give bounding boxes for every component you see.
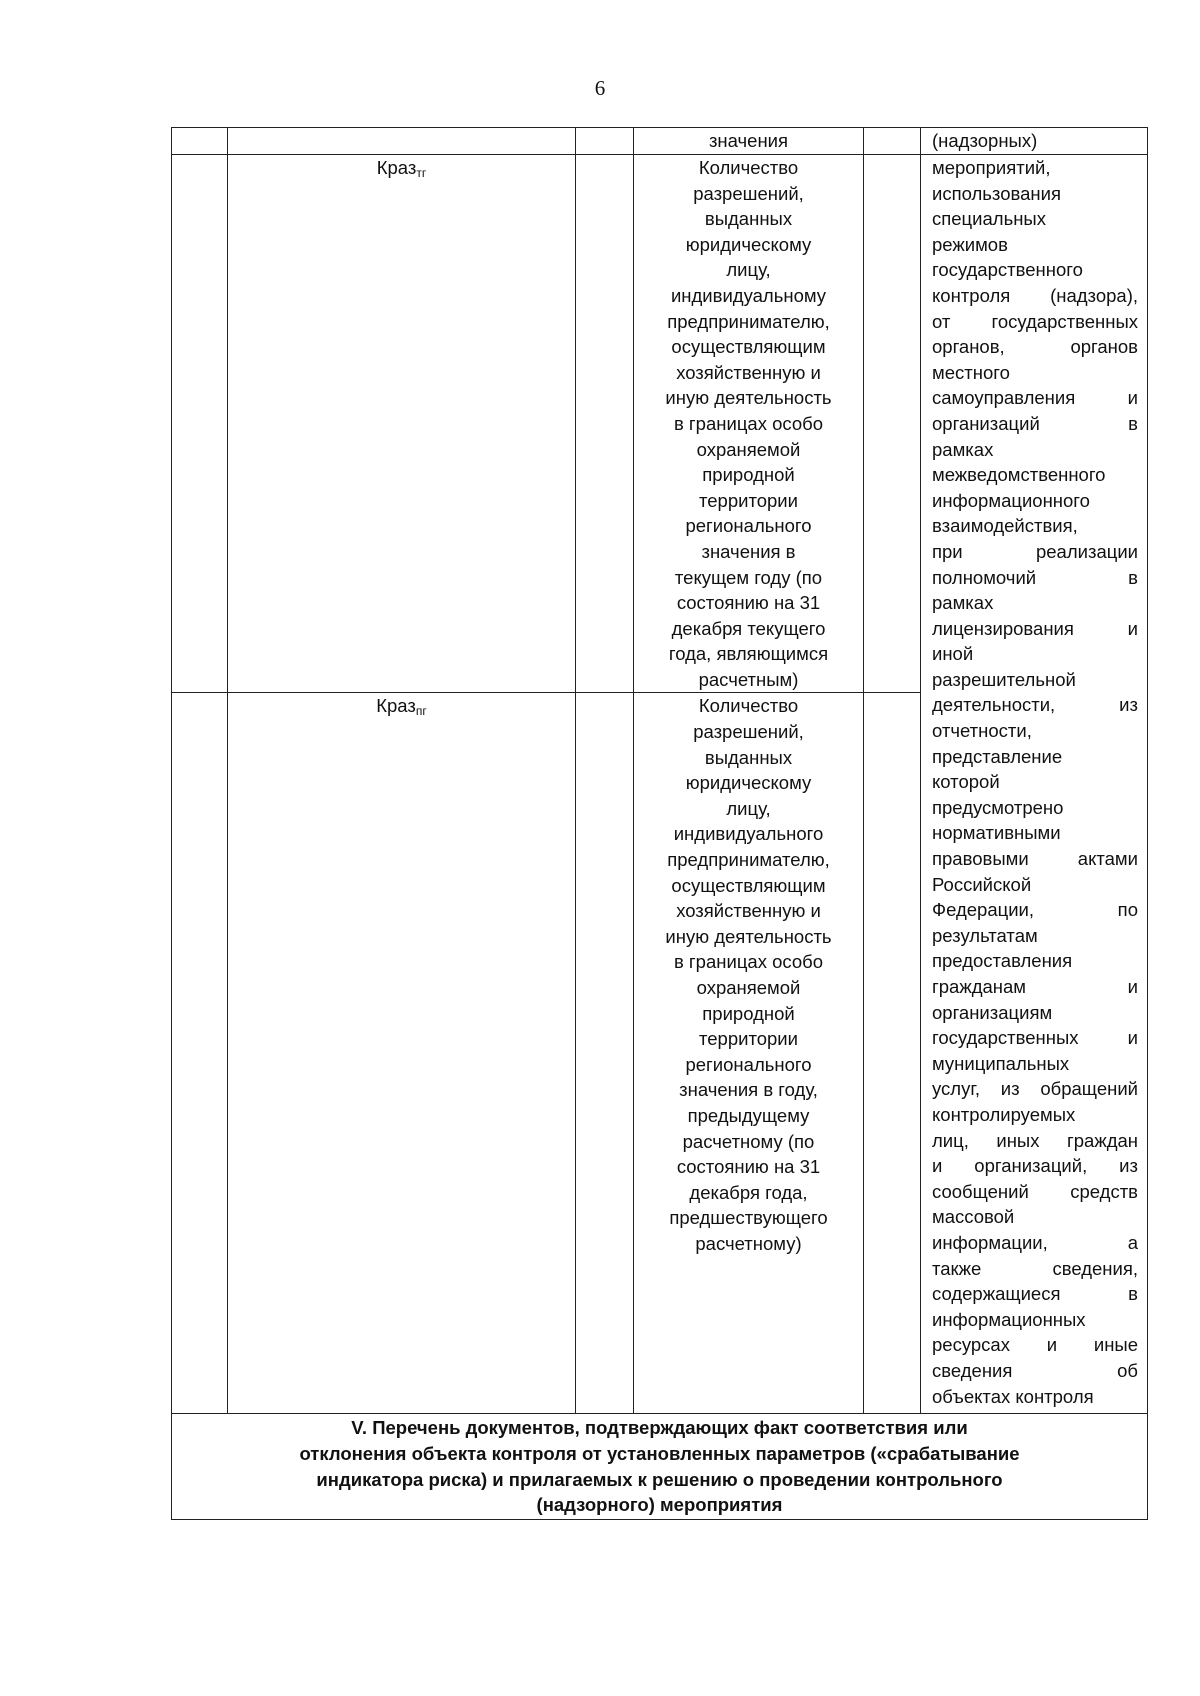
text-line: организациям <box>932 1001 1053 1023</box>
text-line: от государственных <box>932 310 1138 332</box>
text-line: состоянию на 31 <box>676 592 821 614</box>
text-line: территории <box>699 489 798 511</box>
text-line: массовой <box>932 1206 1015 1228</box>
text-line: юридическому <box>685 772 812 794</box>
text-line: режимов <box>932 233 1008 255</box>
text-line: услуг, из обращений <box>932 1078 1138 1100</box>
text-line: регионального <box>685 1053 812 1075</box>
text-line: гражданам и <box>932 976 1138 997</box>
text-line: лицу, <box>726 797 771 819</box>
text-line: лиц, иных граждан <box>932 1129 1138 1151</box>
table-cell <box>172 693 228 1414</box>
table-row <box>172 128 1148 155</box>
text-line: хозяйственную и <box>676 900 821 922</box>
text-line: осуществляющим <box>671 336 826 358</box>
text-line: лицу, <box>726 259 771 281</box>
text-line: объектах контроля <box>932 1385 1094 1407</box>
table-cell <box>864 155 921 693</box>
text-line: предпринимателю, <box>667 310 830 332</box>
text-line: специальных <box>932 208 1046 230</box>
table-cell <box>576 128 634 155</box>
text-line: индикатора риска) и прилагаемых к решению о проведении контрольного <box>316 1468 1003 1490</box>
source-text: (надзорных) <box>932 130 1038 151</box>
text-line: выданных <box>704 746 793 768</box>
source-cell <box>921 128 1148 155</box>
section-heading <box>172 1414 1148 1519</box>
text-line: декабря текущего <box>671 617 826 639</box>
table-cell <box>228 128 576 155</box>
indicator-description-cell <box>634 693 864 1414</box>
text-line: органов, органов <box>932 336 1138 358</box>
text-line: иную деятельность <box>665 387 832 409</box>
description-text: значения <box>708 130 789 151</box>
text-line: расчетному) <box>695 1232 802 1254</box>
text-line: охраняемой <box>696 977 801 998</box>
text-line: природной <box>702 1002 795 1024</box>
text-line: индивидуальному <box>670 284 827 306</box>
text-line: юридическому <box>685 233 812 255</box>
table-cell <box>576 155 634 693</box>
text-line: в границах особо <box>673 951 824 973</box>
text-line: Количество <box>698 157 799 178</box>
text-line: разрешений, <box>693 721 804 743</box>
text-line: представление <box>932 745 1063 767</box>
text-line: рамках <box>932 438 994 460</box>
text-line: информационного <box>932 489 1090 511</box>
text-line: предусмотрено <box>932 796 1064 818</box>
text-line: полномочий в <box>932 566 1138 588</box>
text-line: мероприятий, <box>932 157 1051 178</box>
table-cell <box>864 693 921 1414</box>
text-line: контролируемых <box>932 1103 1076 1125</box>
indicator-code-cell <box>228 155 576 693</box>
text-line: которой <box>932 771 1000 793</box>
text-line: значения в <box>701 540 796 562</box>
text-line: при реализации <box>932 540 1138 562</box>
text-line: информационных <box>932 1308 1086 1330</box>
text-line: предпринимателю, <box>667 849 830 871</box>
text-line: сообщений средств <box>932 1180 1138 1202</box>
text-line: (надзорного) мероприятия <box>536 1494 783 1516</box>
text-line: года, являющимся <box>668 643 829 665</box>
table-cell <box>576 693 634 1414</box>
text-line: декабря года, <box>689 1181 808 1203</box>
indicator-description-cell <box>634 155 864 693</box>
text-line: результатам <box>932 924 1038 946</box>
text-line: контроля (надзора), <box>932 284 1138 306</box>
table-row <box>172 155 1148 693</box>
text-line: также сведения, <box>932 1257 1138 1279</box>
indicator-code: Краз$_{тг}$ <box>376 157 427 180</box>
text-line: в границах особо <box>673 412 824 434</box>
text-line: содержащиеся в <box>932 1283 1138 1305</box>
data-source-cell <box>921 155 1148 1414</box>
text-line: иную деятельность <box>665 925 832 947</box>
text-line: самоуправления и <box>932 387 1138 409</box>
indicator-code: Краз$_{пг}$ <box>376 695 427 719</box>
text-line: Федерации, по <box>932 899 1138 921</box>
text-line: предыдущему <box>687 1104 810 1126</box>
text-line: государственных и <box>932 1027 1138 1049</box>
table-cell <box>172 155 228 693</box>
table-cell <box>172 128 228 155</box>
text-line: государственного <box>932 259 1083 281</box>
text-line: текущем году (по <box>674 566 823 588</box>
text-line: информации, а <box>932 1231 1138 1253</box>
text-line: деятельности, из <box>932 694 1138 716</box>
text-line: расчетным) <box>698 668 799 690</box>
text-line: ресурсах и иные <box>932 1334 1138 1356</box>
text-line: местного <box>932 361 1010 383</box>
text-line: осуществляющим <box>671 874 826 896</box>
text-line: и организаций, из <box>932 1155 1138 1177</box>
text-line: территории <box>699 1028 798 1050</box>
text-line: муниципальных <box>932 1052 1070 1074</box>
text-line: предоставления <box>932 950 1073 972</box>
text-line: Количество <box>698 695 799 717</box>
text-line: хозяйственную и <box>676 361 821 383</box>
text-line: Российской <box>932 873 1032 895</box>
text-line: разрешений, <box>693 182 804 204</box>
risk-indicator-table <box>171 127 1148 1520</box>
text-line: регионального <box>685 515 812 537</box>
text-line: взаимодействия, <box>932 515 1078 537</box>
text-line: лицензирования и <box>932 617 1138 639</box>
text-line: иной <box>932 643 974 665</box>
text-line: правовыми актами <box>932 848 1138 870</box>
text-line: рамках <box>932 592 994 614</box>
text-line: организаций в <box>932 412 1138 434</box>
text-line: расчетному (по <box>682 1130 815 1152</box>
text-line: значения в году, <box>679 1079 818 1101</box>
indicator-code-cell <box>228 693 576 1414</box>
text-line: разрешительной <box>932 668 1076 690</box>
text-line: природной <box>702 464 795 486</box>
text-line: отчетности, <box>932 720 1032 742</box>
text-line: межведомственного <box>932 464 1106 486</box>
text-line: охраняемой <box>696 438 801 460</box>
text-line: V. Перечень документов, подтверждающих факт соответствия или <box>351 1417 968 1439</box>
text-line: состоянию на 31 <box>676 1156 821 1178</box>
text-line: индивидуального <box>673 823 824 845</box>
text-line: предшествующего <box>669 1207 828 1229</box>
table-row <box>172 1414 1148 1519</box>
text-line: нормативными <box>932 822 1061 844</box>
page-number: 6 <box>594 76 606 100</box>
text-line: использования <box>932 182 1061 204</box>
text-line: выданных <box>704 208 793 230</box>
description-cell <box>634 128 864 155</box>
text-line: отклонения объекта контроля от установленных параметров («срабатывание <box>299 1443 1020 1465</box>
text-line: сведения об <box>932 1359 1138 1381</box>
table-cell <box>864 128 921 155</box>
